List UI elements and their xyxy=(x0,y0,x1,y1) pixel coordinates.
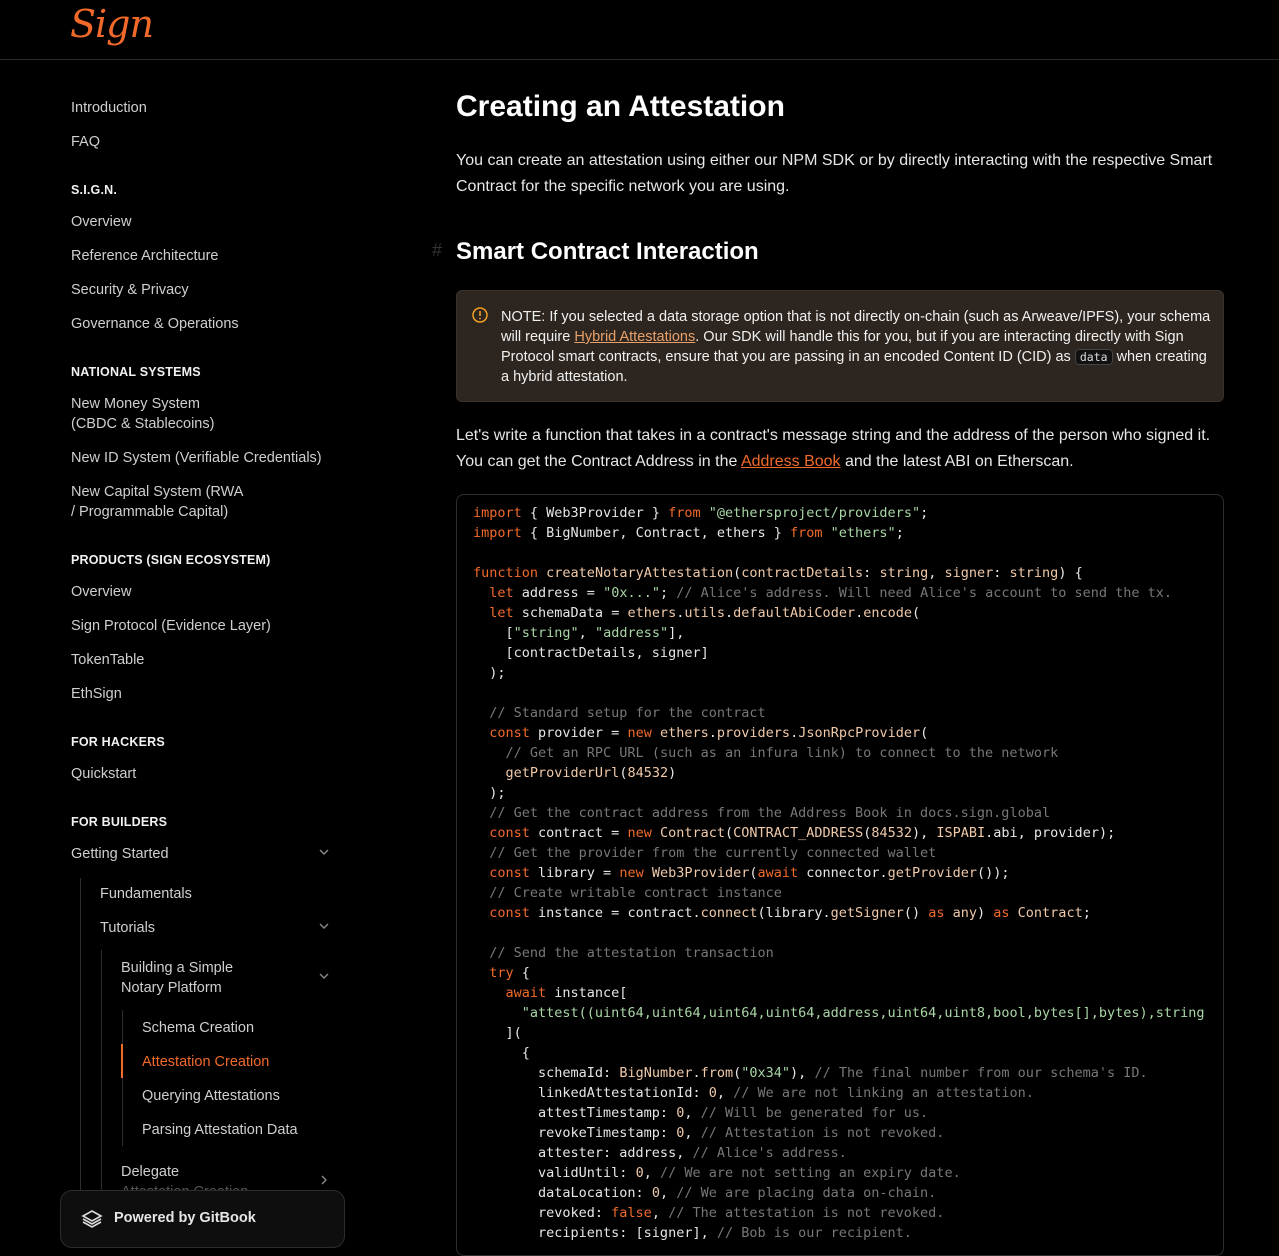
sidebar-heading-national-systems: NATIONAL SYSTEMS xyxy=(71,365,201,379)
sidebar-item-governance[interactable]: Governance & Operations xyxy=(71,316,239,332)
sign-logo[interactable]: Sign xyxy=(70,2,153,46)
sidebar-item-notary-platform[interactable]: Building a Simple Notary Platform xyxy=(121,960,234,996)
sidebar-item-sign-protocol[interactable]: Sign Protocol (Evidence Layer) xyxy=(71,618,271,634)
inline-code-data: data xyxy=(1075,349,1113,365)
powered-by-label: Powered by GitBook xyxy=(114,1210,256,1226)
address-book-link[interactable]: Address Book xyxy=(740,453,841,470)
gitbook-icon xyxy=(81,1209,103,1229)
top-bar xyxy=(0,0,1279,60)
sidebar-item-reference-architecture[interactable]: Reference Architecture xyxy=(71,248,219,264)
chevron-down-icon[interactable] xyxy=(318,846,332,860)
code-block[interactable] xyxy=(456,494,1224,1256)
sidebar-item-new-money-system[interactable]: New Money System (CBDC & Stablecoins) xyxy=(71,396,215,432)
sidebar-item-querying-attestations[interactable]: Querying Attestations xyxy=(142,1088,280,1104)
powered-by-gitbook[interactable] xyxy=(60,1190,345,1248)
function-paragraph xyxy=(456,423,1224,475)
hybrid-attestations-link[interactable]: Hybrid Attestations xyxy=(574,329,696,345)
sidebar-heading-for-builders: FOR BUILDERS xyxy=(71,815,168,829)
exclamation-circle-icon xyxy=(472,307,488,323)
sidebar-item-products-overview[interactable]: Overview xyxy=(71,584,132,600)
paragraph-text-part: and the latest ABI on Etherscan. xyxy=(840,453,1074,470)
note-text-part: . Our SDK will handle this for you, but if you are interacting directly with Sign Protocol smart contracts, ensure that you are passing in an encoded Content ID (CID) as xyxy=(501,329,1184,365)
sidebar-item-security-privacy[interactable]: Security & Privacy xyxy=(71,282,189,298)
sidebar-item-new-id-system[interactable]: New ID System (Verifiable Credentials) xyxy=(71,450,322,466)
nav-tree-line xyxy=(122,1010,123,1146)
sidebar-item-new-capital-system[interactable]: New Capital System (RWA / Programmable Capital) xyxy=(71,484,244,520)
code-content: import { Web3Provider } from "@ethersproject/providers"; import { BigNumber, Contract, ethers } from "ethers"; function createNotaryAttestation(contractDetails: string, signer: string) { let address = "0x..."; // Alice's address. Will need Alice's account to send the tx. let schemaData = ethers.utils.defaultAbiCoder.encode( ["string", "address"], [contractDetails, signer] ); // Standard setup for the contract const provider = new ethers.providers.JsonRpcProvider( // Get an RPC URL (such as an infura link) to connect to the network getProviderUrl(84532) ); // Get the contract address from the Address Book in docs.sign.global const contract = new Contract(CONTRACT_ADDRESS(84532), ISPABI.abi, provider); // Get the provider from the currently connected wallet const library = new Web3Provider(await connector.getProvider()); // Create writable contract instance const instance = contract.connect(library.getSigner() as any) as Contract; // Send the attestation transaction try { await instance[ "attest((uint64,uint64,uint64,uint64,address,uint64,uint8,bool,bytes[],bytes),string ]( { schemaId: BigNumber.from("0x34"), // The final number from our schema's ID. linkedAttestationId: 0, // We are not linking an attestation. attestTimestamp: 0, // Will be generated for us. revokeTimestamp: 0, // Attestation is not revoked. attester: address, // Alice's address. validUntil: 0, // We are not setting an expiry date. dataLocation: 0, // We are placing data on-chain. revoked: false, // The attestation is not revoked. recipients: [signer], // Bob is our recipient. xyxy=(473,505,1205,1241)
chevron-down-icon[interactable] xyxy=(318,970,332,984)
sidebar-heading-for-hackers: FOR HACKERS xyxy=(71,735,165,749)
sidebar-item-getting-started[interactable]: Getting Started xyxy=(71,846,169,862)
section-title: Smart Contract Interaction xyxy=(456,238,759,265)
note-callout xyxy=(456,290,1224,402)
sidebar-item-tokentable[interactable]: TokenTable xyxy=(71,652,145,668)
sidebar-heading-sign: S.I.G.N. xyxy=(71,183,118,197)
sidebar-item-quickstart[interactable]: Quickstart xyxy=(71,766,137,782)
sidebar-item-attestation-creation[interactable]: Attestation Creation xyxy=(142,1054,270,1070)
sidebar-item-overview[interactable]: Overview xyxy=(71,214,132,230)
sidebar-item-introduction[interactable]: Introduction xyxy=(71,100,147,116)
sidebar-heading-products: PRODUCTS (SIGN ECOSYSTEM) xyxy=(71,553,271,567)
nav-tree-line xyxy=(80,878,81,1238)
sidebar-item-ethsign[interactable]: EthSign xyxy=(71,686,122,702)
sidebar xyxy=(0,60,360,1238)
anchor-hash-icon[interactable]: # xyxy=(432,240,443,260)
note-text-part: NOTE: If you selected a data storage option that is not directly on-chain (such as Arweave/IPFS), your schema will require xyxy=(501,309,1211,345)
nav-active-indicator xyxy=(121,1044,123,1078)
page-title: Creating an Attestation xyxy=(456,90,785,123)
intro-paragraph: You can create an attestation using either our NPM SDK or by directly interacting with the respective Smart Contract for the specific network you are using. xyxy=(456,152,1213,195)
paragraph-text-part: Let's write a function that takes in a contract's message string and the address of the person who signed it. You can get the Contract Address in the xyxy=(456,427,1211,470)
sidebar-item-schema-creation[interactable]: Schema Creation xyxy=(142,1020,255,1036)
sidebar-item-parsing-attestation-data[interactable]: Parsing Attestation Data xyxy=(142,1122,298,1138)
sidebar-item-tutorials[interactable]: Tutorials xyxy=(100,920,156,936)
chevron-right-icon[interactable] xyxy=(318,1174,332,1188)
note-text xyxy=(501,307,1211,387)
chevron-down-icon[interactable] xyxy=(318,920,332,934)
note-text-part: when creating a hybrid attestation. xyxy=(501,349,1207,385)
sidebar-item-delegate[interactable]: Delegate xyxy=(121,1164,180,1180)
sidebar-item-faq[interactable]: FAQ xyxy=(71,134,101,150)
sidebar-item-fundamentals[interactable]: Fundamentals xyxy=(100,886,192,902)
